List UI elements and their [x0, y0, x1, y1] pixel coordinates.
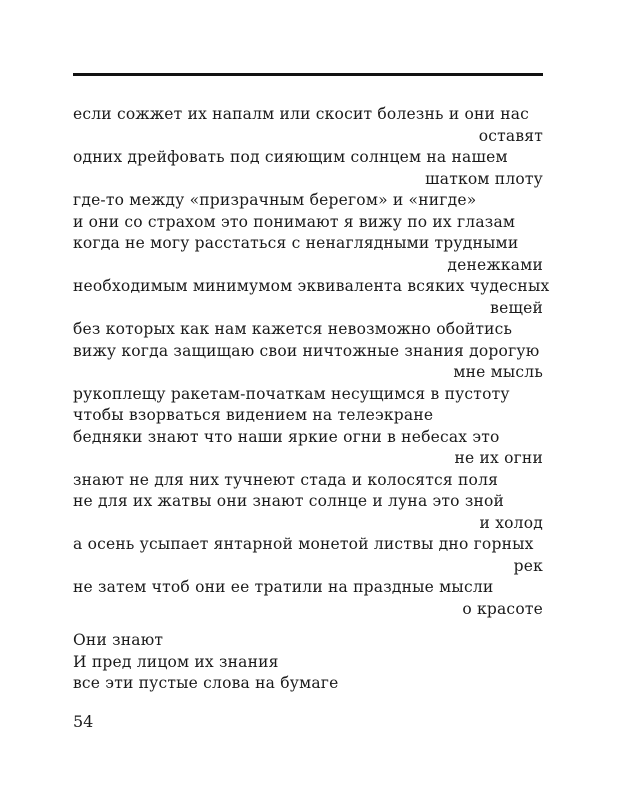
poem-line-continuation: мне мысль: [453, 363, 543, 381]
page-number: 54: [73, 712, 94, 731]
poem-line: все эти пустые слова на бумаге: [73, 674, 339, 692]
poem-line-continuation: вещей: [490, 298, 543, 317]
poem-line-continuation: оставят: [478, 126, 543, 145]
top-rule: [73, 73, 543, 76]
poem-line: необходимым минимумом эквивалента всяких чудесных: [73, 277, 550, 295]
poem-line: где-то между «призрачным берегом» и «нигде»: [73, 191, 477, 209]
poem-line-continuation: о красоте: [462, 599, 543, 618]
poem-line: не затем чтоб они ее тратили на праздные мысли: [73, 578, 494, 596]
poem-line: а осень усыпает янтарной монетой листвы дно горных: [73, 535, 534, 553]
poem-line-continuation: денежками: [447, 255, 543, 274]
poem-line: Они знают: [73, 631, 164, 649]
poem-line: если сожжет их напалм или скосит болезнь и они нас: [73, 105, 530, 123]
poem-line: без которых как нам кажется невозможно обойтись: [73, 320, 513, 338]
poem-line: рукоплещу ракетам-початкам несущимся в пустоту: [73, 384, 510, 403]
poem-line: вижу когда защищаю свои ничтожные знания дорогую: [73, 341, 540, 360]
poem-line-continuation: и холод: [479, 513, 543, 532]
poem-line: не для их жатвы они знают солнце и луна это зной: [73, 492, 505, 510]
poem-line-continuation: рек: [513, 556, 543, 575]
poem-line: бедняки знают что наши яркие огни в небесах это: [73, 427, 500, 446]
poem-line: и они со страхом это понимают я вижу по их глазам: [73, 212, 516, 231]
poem-line-continuation: шатком плоту: [425, 169, 543, 188]
poem-line-continuation: не их огни: [454, 449, 543, 467]
stanza-break: [73, 620, 543, 630]
poem-line: когда не могу расстаться с ненаглядными трудными: [73, 234, 519, 252]
poem-line: одних дрейфовать под сияющим солнцем на нашем: [73, 148, 508, 166]
poem-line: знают не для них тучнеют стада и колосятся поля: [73, 470, 499, 489]
poem-body: [73, 104, 550, 695]
poem-line: чтобы взорваться видением на телеэкране: [73, 406, 434, 424]
poem-line: И пред лицом их знания: [73, 652, 279, 671]
